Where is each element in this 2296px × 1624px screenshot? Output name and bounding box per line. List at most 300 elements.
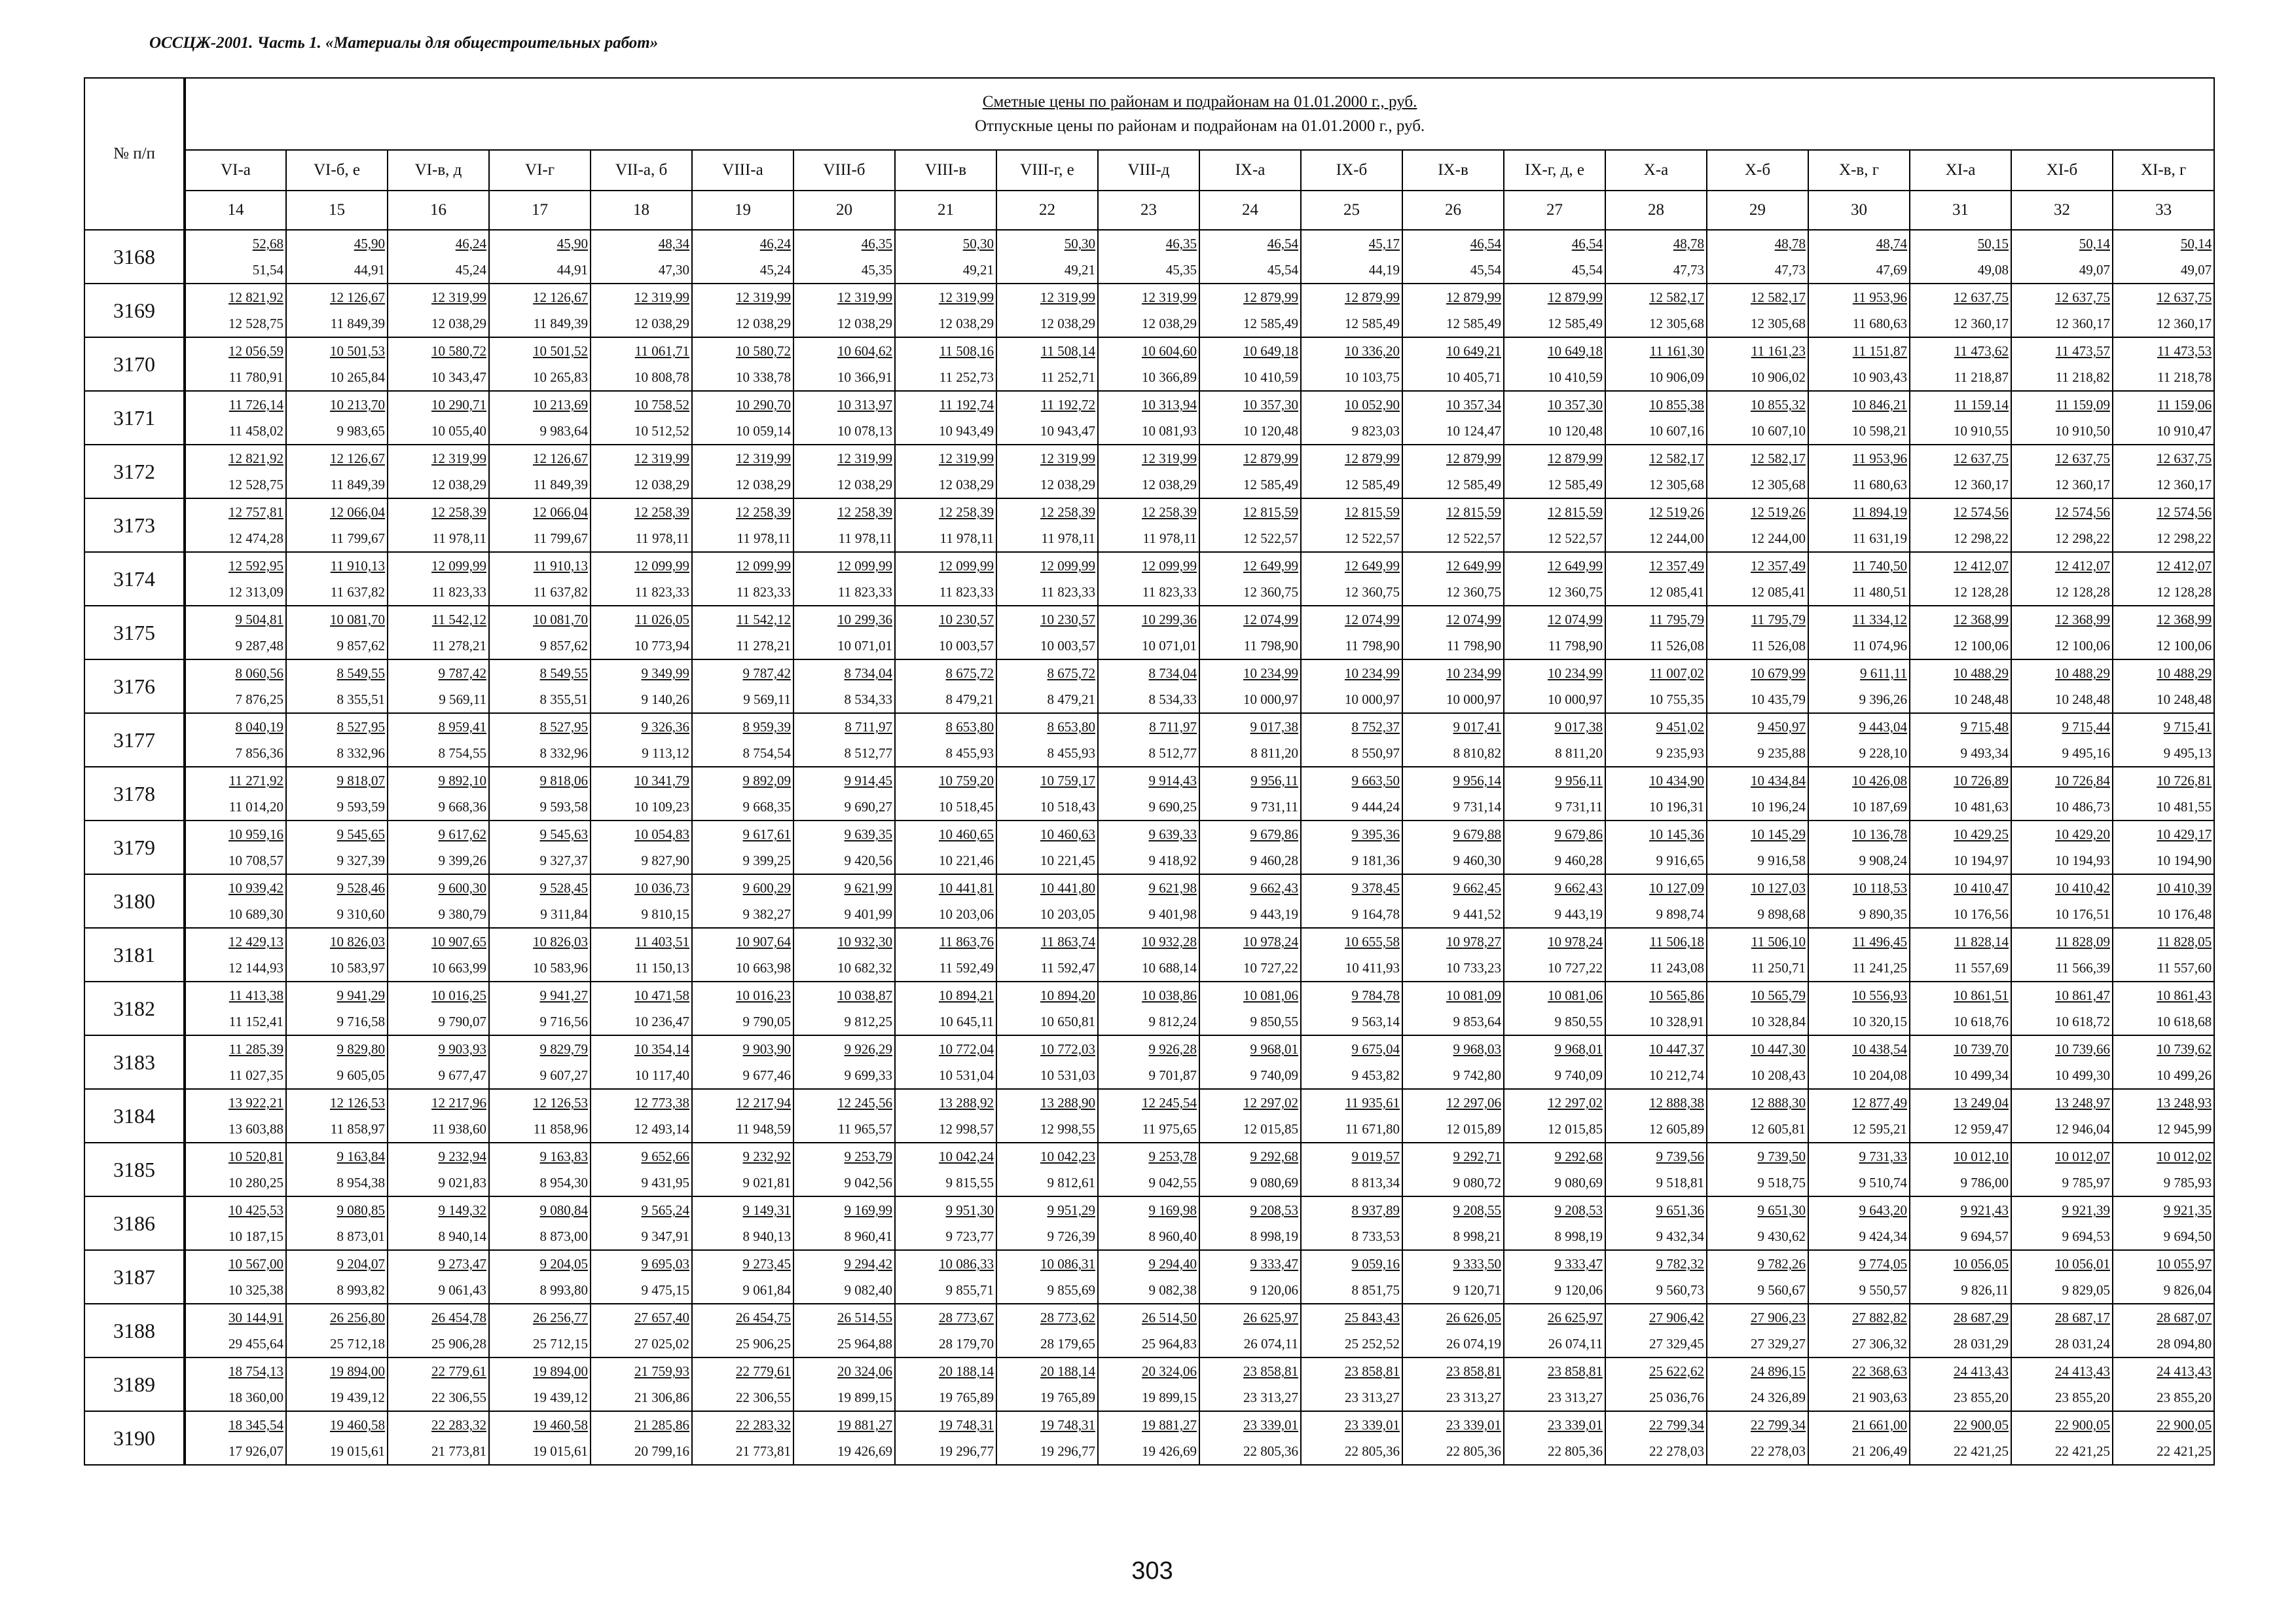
estimate-price: 10 410,47	[1954, 880, 2009, 896]
estimate-price: 8 527,95	[539, 719, 588, 735]
estimate-price: 48,78	[1774, 236, 1806, 251]
estimate-price: 10 357,30	[1243, 397, 1298, 413]
price-cell	[1808, 767, 1910, 821]
release-price: 10 910,47	[2157, 423, 2212, 439]
release-price: 9 120,71	[1453, 1282, 1501, 1298]
release-price: 9 823,03	[1351, 423, 1400, 439]
price-cell	[1910, 874, 2011, 928]
price-cell	[1402, 1089, 1504, 1143]
release-price: 8 332,96	[337, 745, 385, 761]
release-price: 9 495,16	[2062, 745, 2110, 761]
price-cell	[1301, 284, 1402, 337]
release-price: 10 328,84	[1751, 1014, 1806, 1029]
release-price: 11 823,33	[1040, 584, 1095, 600]
price-cell	[1808, 874, 1910, 928]
estimate-price: 9 914,43	[1148, 773, 1197, 788]
price-cell	[692, 767, 793, 821]
estimate-price: 8 734,04	[1148, 665, 1197, 681]
release-price: 23 313,27	[1243, 1390, 1298, 1405]
price-cell	[895, 337, 996, 391]
price-cell	[185, 498, 286, 552]
release-price: 11 978,11	[635, 530, 689, 546]
row-number-header: № п/п	[84, 78, 185, 230]
release-price: 12 100,06	[2055, 638, 2110, 654]
price-cell	[996, 498, 1098, 552]
release-price: 11 823,33	[1142, 584, 1197, 600]
price-cell	[388, 713, 489, 767]
price-cell	[1605, 1357, 1707, 1411]
estimate-price: 9 504,81	[235, 612, 283, 627]
price-cell	[692, 1411, 793, 1465]
release-price: 9 399,26	[438, 853, 486, 868]
price-cell	[996, 928, 1098, 982]
estimate-price: 12 637,75	[1954, 289, 2009, 305]
estimate-price: 12 099,99	[634, 558, 689, 574]
estimate-price: 13 248,93	[2157, 1095, 2212, 1111]
release-price: 19 426,69	[1142, 1443, 1197, 1459]
release-price: 10 689,30	[228, 906, 283, 922]
price-cell	[1098, 1250, 1199, 1304]
estimate-price: 50,15	[1977, 236, 2009, 251]
price-cell	[1605, 1304, 1707, 1357]
release-price: 10 103,75	[1345, 369, 1400, 385]
estimate-price: 10 649,21	[1446, 343, 1501, 359]
price-cell	[1402, 552, 1504, 606]
row-number: 3168	[84, 230, 185, 284]
price-cell	[1301, 1304, 1402, 1357]
district-header: VIII-б	[793, 150, 895, 191]
price-cell	[692, 391, 793, 445]
price-cell	[1098, 982, 1199, 1035]
release-price: 10 518,45	[939, 799, 994, 815]
row-number: 3187	[84, 1250, 185, 1304]
price-cell	[793, 713, 895, 767]
price-cell	[489, 230, 591, 284]
estimate-price: 9 679,88	[1453, 826, 1501, 842]
price-cell	[1605, 874, 1707, 928]
estimate-price: 12 258,39	[837, 504, 892, 520]
table-row	[84, 1250, 2214, 1304]
price-cell	[2113, 1411, 2214, 1465]
release-price: 12 946,04	[2055, 1121, 2110, 1137]
estimate-price: 9 818,07	[337, 773, 385, 788]
column-number: 29	[1707, 191, 1808, 230]
price-cell	[793, 337, 895, 391]
price-cell	[185, 713, 286, 767]
release-price: 9 453,82	[1351, 1067, 1400, 1083]
price-cell	[793, 391, 895, 445]
estimate-price: 12 319,99	[431, 289, 486, 305]
row-number: 3172	[84, 445, 185, 498]
release-price: 45,35	[861, 262, 892, 278]
price-cell	[1098, 1304, 1199, 1357]
price-cell	[692, 1089, 793, 1143]
release-price: 9 898,74	[1656, 906, 1704, 922]
price-cell	[388, 874, 489, 928]
release-price: 10 410,59	[1548, 369, 1603, 385]
estimate-price: 9 968,01	[1554, 1041, 1603, 1057]
price-cell	[1707, 1089, 1808, 1143]
release-price: 9 347,91	[641, 1228, 689, 1244]
estimate-price: 24 413,43	[2055, 1363, 2110, 1379]
price-cell	[793, 1304, 895, 1357]
estimate-price: 28 773,67	[939, 1310, 994, 1325]
price-cell	[185, 1196, 286, 1250]
price-cell	[1910, 767, 2011, 821]
price-cell	[1098, 928, 1199, 982]
price-cell	[1199, 606, 1301, 659]
price-cell	[185, 606, 286, 659]
estimate-price: 11 795,79	[1649, 612, 1704, 627]
price-cell	[1301, 1196, 1402, 1250]
release-price: 11 849,39	[533, 316, 588, 331]
price-cell	[1707, 659, 1808, 713]
estimate-price: 9 956,14	[1453, 773, 1501, 788]
estimate-price: 12 821,92	[228, 289, 283, 305]
release-price: 12 038,29	[736, 316, 791, 331]
price-cell	[793, 821, 895, 874]
estimate-price: 11 161,23	[1751, 343, 1806, 359]
release-price: 11 458,02	[228, 423, 283, 439]
release-price: 10 607,16	[1649, 423, 1704, 439]
price-cell	[1504, 1196, 1605, 1250]
estimate-price: 9 903,90	[742, 1041, 791, 1057]
release-price: 10 607,10	[1751, 423, 1806, 439]
release-price: 12 128,28	[1954, 584, 2009, 600]
price-cell	[1808, 1304, 1910, 1357]
release-price: 9 716,58	[337, 1014, 385, 1029]
estimate-price: 10 894,20	[1040, 987, 1095, 1003]
price-cell	[591, 445, 692, 498]
release-price: 21 773,81	[736, 1443, 791, 1459]
price-cell	[388, 1089, 489, 1143]
release-price: 9 380,79	[438, 906, 486, 922]
price-cell	[1504, 1357, 1605, 1411]
estimate-price: 12 773,38	[634, 1095, 689, 1111]
release-price: 12 360,75	[1345, 584, 1400, 600]
price-cell	[388, 337, 489, 391]
release-price: 9 401,98	[1148, 906, 1197, 922]
release-price: 12 998,55	[1040, 1121, 1095, 1137]
price-cell	[388, 230, 489, 284]
table-caption	[185, 78, 2214, 150]
estimate-price: 12 126,67	[533, 289, 588, 305]
price-cell	[1910, 982, 2011, 1035]
release-price: 13 603,88	[228, 1121, 283, 1137]
price-cell	[1605, 1035, 1707, 1089]
estimate-price: 12 245,56	[837, 1095, 892, 1111]
price-cell	[895, 1196, 996, 1250]
release-price: 12 038,29	[736, 477, 791, 492]
table-row	[84, 1411, 2214, 1465]
release-price: 12 038,29	[939, 477, 994, 492]
table-row	[84, 1196, 2214, 1250]
price-cell	[388, 1143, 489, 1196]
release-price: 11 637,82	[330, 584, 385, 600]
estimate-price: 12 637,75	[2055, 451, 2110, 466]
estimate-price: 45,90	[354, 236, 385, 251]
estimate-price: 48,78	[1673, 236, 1704, 251]
price-cell	[388, 284, 489, 337]
estimate-price: 9 059,16	[1351, 1256, 1400, 1272]
price-cell	[692, 230, 793, 284]
estimate-price: 10 501,52	[533, 343, 588, 359]
release-price: 10 176,56	[1954, 906, 2009, 922]
price-cell	[2011, 767, 2113, 821]
estimate-price: 10 429,25	[1954, 826, 2009, 842]
price-cell	[1301, 230, 1402, 284]
estimate-price: 12 258,39	[939, 504, 994, 520]
estimate-price: 9 565,24	[641, 1202, 689, 1218]
price-cell	[1301, 1250, 1402, 1304]
release-price: 10 518,43	[1040, 799, 1095, 815]
estimate-price: 50,30	[1064, 236, 1095, 251]
estimate-price: 9 333,47	[1554, 1256, 1603, 1272]
price-cell	[591, 284, 692, 337]
release-price: 45,54	[1470, 262, 1501, 278]
price-cell	[895, 982, 996, 1035]
estimate-price: 11 159,14	[1954, 397, 2009, 413]
price-cell	[1402, 391, 1504, 445]
estimate-price: 10 460,65	[939, 826, 994, 842]
estimate-price: 8 549,55	[337, 665, 385, 681]
estimate-price: 19 460,58	[330, 1417, 385, 1433]
price-cell	[2113, 982, 2214, 1035]
release-price: 10 328,91	[1649, 1014, 1704, 1029]
price-cell	[895, 767, 996, 821]
estimate-price: 12 099,99	[837, 558, 892, 574]
release-price: 9 443,19	[1250, 906, 1298, 922]
release-price: 11 978,11	[1041, 530, 1095, 546]
estimate-price: 9 715,41	[2163, 719, 2212, 735]
estimate-price: 9 149,31	[742, 1202, 791, 1218]
price-cell	[1707, 445, 1808, 498]
price-cell	[1301, 1089, 1402, 1143]
release-price: 45,24	[759, 262, 791, 278]
estimate-price: 12 888,38	[1649, 1095, 1704, 1111]
release-price: 10 000,97	[1345, 692, 1400, 707]
estimate-price: 10 429,20	[2055, 826, 2110, 842]
release-price: 10 078,13	[837, 423, 892, 439]
estimate-price: 9 829,80	[337, 1041, 385, 1057]
release-price: 11 978,11	[432, 530, 486, 546]
estimate-price: 12 056,59	[228, 343, 283, 359]
estimate-price: 9 695,03	[641, 1256, 689, 1272]
price-cell	[286, 659, 388, 713]
table-row	[84, 874, 2214, 928]
estimate-price: 8 675,72	[945, 665, 994, 681]
release-price: 9 898,68	[1757, 906, 1806, 922]
estimate-price: 12 574,56	[2055, 504, 2110, 520]
estimate-price: 12 637,75	[2157, 451, 2212, 466]
release-price: 10 903,43	[1852, 369, 1907, 385]
release-price: 7 856,36	[235, 745, 283, 761]
price-cell	[286, 1304, 388, 1357]
estimate-price: 11 285,39	[228, 1041, 283, 1057]
price-cell	[591, 498, 692, 552]
release-price: 11 557,69	[1954, 960, 2009, 976]
release-price: 10 598,21	[1852, 423, 1907, 439]
release-price: 9 857,62	[337, 638, 385, 654]
price-cell	[2113, 1304, 2214, 1357]
estimate-price: 8 711,97	[845, 719, 892, 735]
release-price: 8 954,38	[337, 1175, 385, 1190]
price-cell	[1504, 230, 1605, 284]
price-cell	[895, 659, 996, 713]
price-cell	[388, 821, 489, 874]
estimate-price: 10 726,84	[2055, 773, 2110, 788]
release-price: 12 585,49	[1243, 316, 1298, 331]
column-number: 26	[1402, 191, 1504, 230]
estimate-price: 12 099,99	[431, 558, 486, 574]
row-number: 3186	[84, 1196, 185, 1250]
estimate-price: 12 126,53	[330, 1095, 385, 1111]
price-cell	[793, 1035, 895, 1089]
price-cell	[591, 821, 692, 874]
estimate-price: 48,74	[1876, 236, 1907, 251]
district-header: VI-г	[489, 150, 591, 191]
estimate-price: 12 357,49	[1751, 558, 1806, 574]
price-cell	[1402, 1143, 1504, 1196]
release-price: 12 493,14	[634, 1121, 689, 1137]
price-cell	[1199, 928, 1301, 982]
row-number: 3176	[84, 659, 185, 713]
price-cell	[1301, 821, 1402, 874]
price-cell	[286, 284, 388, 337]
release-price: 19 765,89	[1040, 1390, 1095, 1405]
price-cell	[1402, 982, 1504, 1035]
estimate-price: 12 879,99	[1243, 289, 1298, 305]
release-price: 10 055,40	[431, 423, 486, 439]
release-price: 8 960,41	[844, 1228, 892, 1244]
release-price: 9 812,61	[1047, 1175, 1095, 1190]
release-price: 8 960,40	[1148, 1228, 1197, 1244]
estimate-price: 12 319,99	[1040, 451, 1095, 466]
row-number: 3188	[84, 1304, 185, 1357]
estimate-price: 10 649,18	[1548, 343, 1603, 359]
price-cell	[286, 391, 388, 445]
estimate-price: 10 012,10	[1954, 1149, 2009, 1164]
estimate-price: 10 846,21	[1852, 397, 1907, 413]
estimate-price: 10 038,87	[837, 987, 892, 1003]
estimate-price: 12 074,99	[1345, 612, 1400, 627]
price-cell	[1301, 713, 1402, 767]
release-price: 10 366,89	[1142, 369, 1197, 385]
estimate-price: 11 795,79	[1751, 612, 1806, 627]
price-cell	[185, 1411, 286, 1465]
estimate-price: 9 968,03	[1453, 1041, 1501, 1057]
release-price: 10 405,71	[1446, 369, 1501, 385]
estimate-price: 9 232,92	[742, 1149, 791, 1164]
estimate-price: 10 739,66	[2055, 1041, 2110, 1057]
estimate-price: 12 815,59	[1345, 504, 1400, 520]
estimate-price: 12 258,39	[431, 504, 486, 520]
release-price: 10 212,74	[1649, 1067, 1704, 1083]
estimate-price: 19 748,31	[939, 1417, 994, 1433]
release-price: 10 320,15	[1852, 1014, 1907, 1029]
release-price: 9 021,81	[742, 1175, 791, 1190]
estimate-price: 18 345,54	[228, 1417, 283, 1433]
release-price: 10 650,81	[1040, 1014, 1095, 1029]
release-price: 10 486,73	[2055, 799, 2110, 815]
price-cell	[692, 552, 793, 606]
price-cell	[692, 1196, 793, 1250]
estimate-price: 9 333,47	[1250, 1256, 1298, 1272]
estimate-price: 8 549,55	[539, 665, 588, 681]
estimate-price: 10 054,83	[634, 826, 689, 842]
price-cell	[1808, 445, 1910, 498]
price-cell	[895, 928, 996, 982]
release-price: 9 080,69	[1250, 1175, 1298, 1190]
release-price: 9 593,58	[539, 799, 588, 815]
estimate-price: 12 879,99	[1548, 289, 1603, 305]
row-number: 3178	[84, 767, 185, 821]
estimate-price: 9 892,09	[742, 773, 791, 788]
price-cell	[692, 874, 793, 928]
release-price: 11 948,59	[736, 1121, 791, 1137]
release-price: 10 411,93	[1345, 960, 1400, 976]
row-number: 3175	[84, 606, 185, 659]
table-row	[84, 391, 2214, 445]
release-price: 11 592,49	[939, 960, 994, 976]
estimate-price: 10 855,32	[1751, 397, 1806, 413]
release-price: 12 038,29	[634, 316, 689, 331]
release-price: 10 773,94	[634, 638, 689, 654]
estimate-price: 9 333,50	[1453, 1256, 1501, 1272]
table-row	[84, 230, 2214, 284]
estimate-price: 9 968,01	[1250, 1041, 1298, 1057]
release-price: 9 699,33	[844, 1067, 892, 1083]
price-cell	[1707, 1035, 1808, 1089]
release-price: 20 799,16	[634, 1443, 689, 1459]
release-price: 11 978,11	[838, 530, 892, 546]
release-price: 9 908,24	[1859, 853, 1907, 868]
price-cell	[1605, 337, 1707, 391]
price-cell	[1504, 821, 1605, 874]
estimate-price: 10 081,70	[533, 612, 588, 627]
release-price: 12 522,57	[1345, 530, 1400, 546]
estimate-price: 9 349,99	[641, 665, 689, 681]
price-cell	[793, 982, 895, 1035]
estimate-price: 9 080,85	[337, 1202, 385, 1218]
release-price: 10 236,47	[634, 1014, 689, 1029]
estimate-price: 12 297,06	[1446, 1095, 1501, 1111]
price-cell	[895, 1143, 996, 1196]
release-price: 10 003,57	[939, 638, 994, 654]
table-row	[84, 337, 2214, 391]
price-cell	[895, 1035, 996, 1089]
price-cell	[185, 284, 286, 337]
release-price: 10 910,50	[2055, 423, 2110, 439]
estimate-price: 10 556,93	[1852, 987, 1907, 1003]
price-cell	[1504, 337, 1605, 391]
estimate-price: 12 319,99	[736, 289, 791, 305]
estimate-price: 46,54	[1267, 236, 1298, 251]
row-number: 3183	[84, 1035, 185, 1089]
caption-estimate-prices: Сметные цены по районам и подрайонам на 01.01.2000 г., руб.	[982, 93, 1417, 111]
price-cell	[1707, 284, 1808, 337]
price-cell	[1605, 606, 1707, 659]
estimate-price: 8 711,97	[1149, 719, 1197, 735]
price-cell	[1301, 1035, 1402, 1089]
release-price: 8 811,20	[1555, 745, 1603, 761]
price-cell	[1707, 498, 1808, 552]
price-cell	[286, 1357, 388, 1411]
release-price: 10 499,34	[1954, 1067, 2009, 1083]
estimate-price: 9 395,36	[1351, 826, 1400, 842]
price-cell	[591, 337, 692, 391]
estimate-price: 12 368,99	[1954, 612, 2009, 627]
